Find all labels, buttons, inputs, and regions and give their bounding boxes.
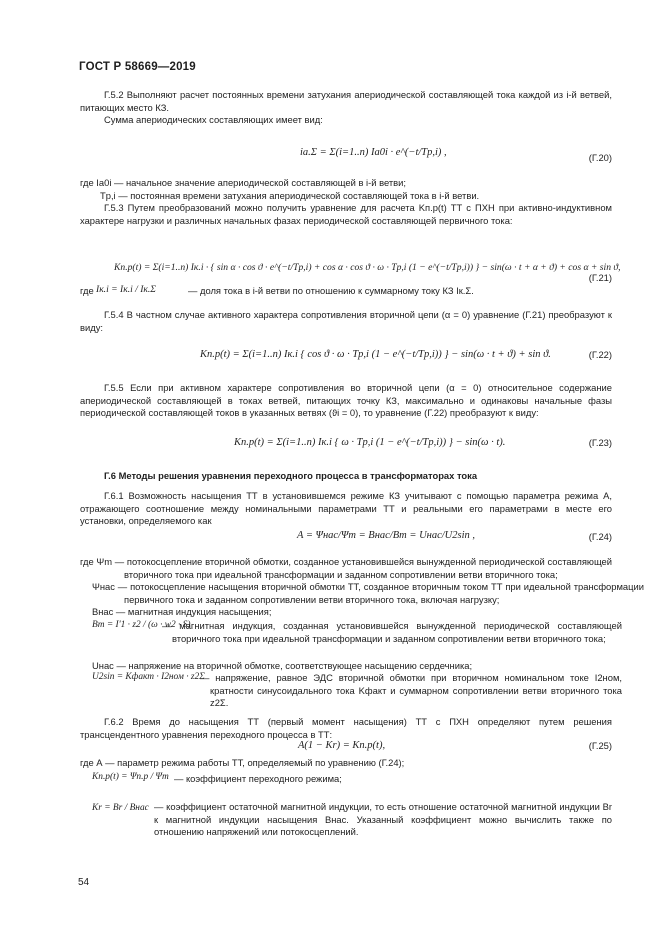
equation-number-g22: (Г.22) <box>588 349 612 360</box>
equation-number-g21: (Г.21) <box>588 272 612 283</box>
equation-number-g23: (Г.23) <box>588 437 612 448</box>
formula-g25: A(1 − Kr) = Kп.p(t), <box>298 740 386 751</box>
equation-number-g20: (Г.20) <box>588 152 612 163</box>
where-g24-psi-sat: Ψнас — потокосцепление насыщения вторичной обмотки ТТ, созданное вторичным током ТТ при идеальной трансформации первичного тока и заданном сопротивлении ветви вторичного тока, включая нагрузку; <box>92 581 644 605</box>
where-g25-a: где А — параметр режима работы ТТ, определяемый по уравнению (Г.24); <box>80 757 405 768</box>
formula-g21-def: Iк.i = Iк.i / Iк.Σ <box>96 284 157 295</box>
formula-g25-k: Kп.p(t) = Ψп.p / Ψm <box>92 772 169 782</box>
paragraph-g55: Г.5.5 Если при активном характере сопротивления во вторичной цепи (α = 0) относительное содержание апериодической составляющей в токах ветвей, питающих точку КЗ, максимально и одинаковы начальные фазы периодической составляющей токов в указанных ветвях (ϑi = 0), то уравнение (Г.22) преобразуют к виду: <box>80 382 612 418</box>
where-g25-k: — коэффициент переходного режима; <box>174 773 342 784</box>
equation-number-g25: (Г.25) <box>588 740 612 751</box>
where-label-g21: где <box>80 285 94 296</box>
page-number: 54 <box>78 877 90 888</box>
where-g24-psi-m: где Ψm — потокосцепление вторичной обмотки, созданное установившейся вынужденной периодической составляющей вторичного тока при идеальной трансформации и заданном сопротивлении ветви вторичного тока; <box>80 556 612 580</box>
paragraph-g54: Г.5.4 В частном случае активного характера сопротивления вторичной цепи (α = 0) уравнение (Г.21) преобразуют к виду: <box>80 309 612 333</box>
equation-number-g24: (Г.24) <box>588 531 612 542</box>
where-g21: — доля тока в i-й ветви по отношению к суммарному току КЗ Iк.Σ. <box>188 285 474 296</box>
paragraph-g52: Г.5.2 Выполняют расчет постоянных времени затухания апериодической составляющей тока каждой из i-й ветвей, питающих место КЗ. <box>80 89 612 113</box>
formula-g20: ia.Σ = Σ(i=1..n) Ia0i · e^(−t/Tp,i) , <box>300 147 447 158</box>
where-g24-bm: — магнитная индукция, созданная установившейся вынужденной периодической составляющей вторичного тока при идеальной трансформации и заданном сопротивлении ветви вторичного тока; <box>162 620 622 644</box>
paragraph-g53: Г.5.3 Путем преобразований можно получить уравнение для расчета Kп.p(t) ТТ с ПХН при активно-индуктивном характере нагрузки и различных начальных фазах периодической составляющей первичного тока: <box>80 202 612 226</box>
formula-g22: Kп.p(t) = Σ(i=1..n) Iк.i { cos ϑ · ω · Tp,i (1 − e^(−t/Tp,i)) } − sin(ω · t + ϑ) + sin ϑ. <box>200 349 551 360</box>
where-g24-b-sat: Bнас — магнитная индукция насыщения; <box>92 606 272 617</box>
formula-g23: Kп.p(t) = Σ(i=1..n) Iк.i { ω · Tp,i (1 − e^(−t/Tp,i)) } − sin(ω · t). <box>234 437 506 448</box>
formula-g24-u2sin: U2sin = Kфакт · I2ном · z2Σ <box>92 672 205 682</box>
formula-g24: A = Ψнас/Ψm = Bнас/Bm = Uнас/U2sin , <box>297 530 476 541</box>
section-title-g6: Г.6 Методы решения уравнения переходного процесса в трансформаторах тока <box>104 470 478 481</box>
formula-g21: Kп.p(t) = Σ(i=1..n) Iк.i · { sin α · cos ϑ · e^(−t/Tp,i) + cos α · cos ϑ · ω · Tp,i (1 − e^(−t/Tp,i)) } − sin(ω · t + α + ϑ) + cos α + sin ϑ, <box>114 262 621 273</box>
where-g20-a: где Ia0i — начальное значение апериодической составляющей в i-й ветви; <box>80 177 406 188</box>
where-g20-b: Tp,i — постоянная времени затухания апериодической составляющей тока в i-й ветви. <box>100 190 480 201</box>
formula-g24-bm: Bm = I'1 · z2 / (ω · w2 · S) <box>92 620 191 630</box>
paragraph-g61: Г.6.1 Возможность насыщения ТТ в установившемся режиме КЗ учитывают с помощью параметра режима А, отражающего соотношение между номинальными параметрами ТТ и реальными его параметрами в месте его установки, определяемого как <box>80 490 612 526</box>
where-g24-u2sin: — напряжение, равное ЭДС вторичной обмотки при вторичном номинальном токе I2ном, кратности синусоидального тока Kфакт и суммарном сопротивлении ветви вторичного тока z2Σ. <box>200 672 622 708</box>
where-g24-u-sat: Uнас — напряжение на вторичной обмотке, соответствующее насыщению сердечника; <box>92 660 473 671</box>
formula-g25-kr: Kr = Br / Bнас <box>92 803 149 813</box>
paragraph-g62: Г.6.2 Время до насыщения ТТ (первый момент насыщения) ТТ с ПХН определяют путем решения трансцендентного уравнения переходного процесса в ТТ: <box>80 716 612 740</box>
paragraph-sum: Сумма апериодических составляющих имеет вид: <box>104 114 323 125</box>
where-g25-kr: — коэффициент остаточной магнитной индукции, то есть отношение остаточной магнитной индукции Br к магнитной индукции насыщения Bнас. Указанный коэффициент можно вычислить также по отношению напряжений или потокосцеплений. <box>154 801 612 837</box>
page-header: ГОСТ Р 58669—2019 <box>79 61 196 73</box>
